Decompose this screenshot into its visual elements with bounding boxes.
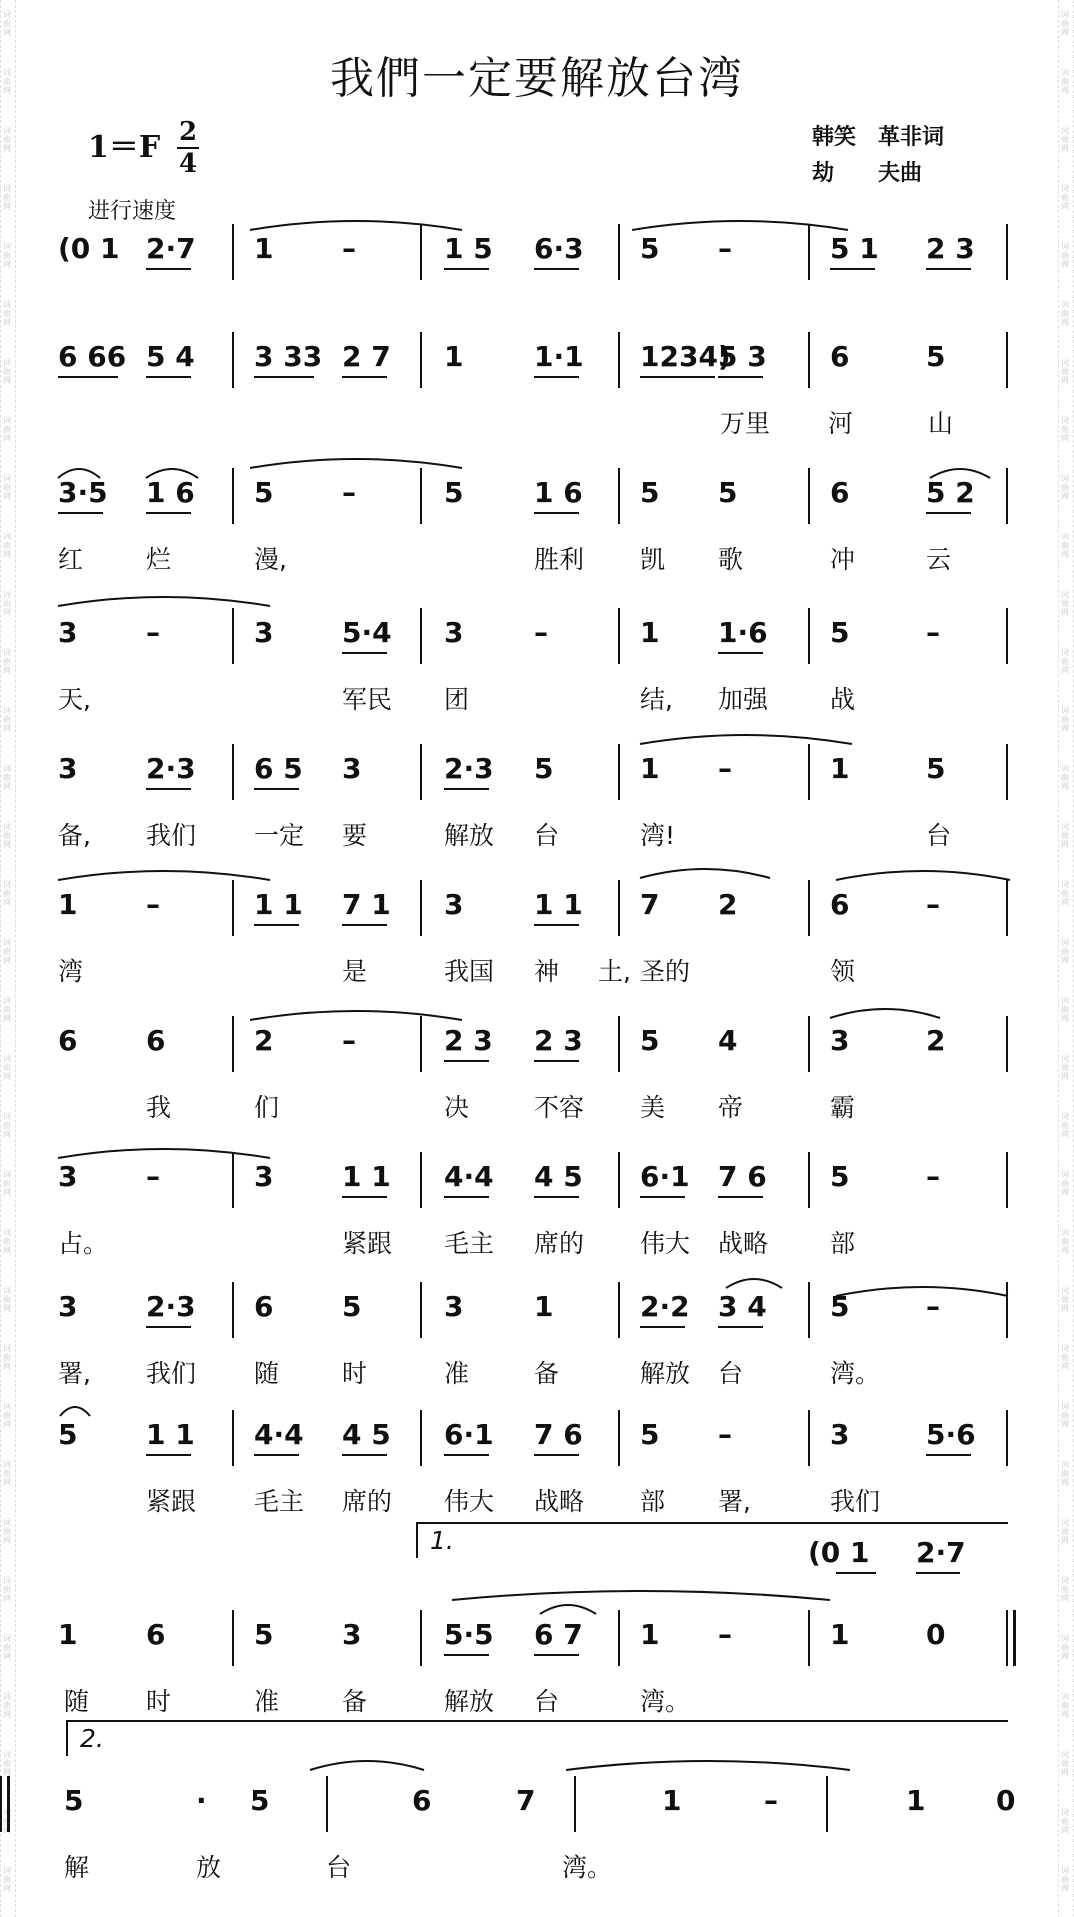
watermark-text: 词 曲 网	[3, 1170, 11, 1197]
note: 2·3	[146, 752, 196, 785]
lyric-syllable: 占。	[58, 1229, 109, 1258]
note: 4 5	[534, 1160, 583, 1193]
note: 5 4	[146, 340, 195, 373]
watermark-text: 词 曲 网	[3, 648, 11, 675]
key-signature: 1＝F	[88, 130, 161, 165]
watermark-text: 词 曲 网	[3, 1866, 11, 1893]
note: 1 1	[534, 888, 583, 921]
note: 5·4	[342, 616, 392, 649]
lyric-syllable: 我们	[146, 821, 197, 850]
slur	[640, 735, 852, 744]
watermark-text: 词 曲 网	[1061, 938, 1069, 965]
note: 1·6	[718, 616, 768, 649]
lyric-syllable: 决	[444, 1093, 470, 1122]
slur	[540, 1605, 596, 1614]
note: 2·3	[146, 1290, 196, 1323]
note: 0	[996, 1784, 1016, 1817]
note: 3 4	[718, 1290, 767, 1323]
slur	[726, 1279, 782, 1288]
meter-bottom: 4	[178, 149, 198, 179]
watermark-text: 词 曲 网	[1061, 1518, 1069, 1545]
lyric-syllable: 台	[534, 1687, 560, 1716]
watermark-text: 词 曲 网	[1061, 1112, 1069, 1139]
slur	[58, 597, 270, 606]
note: 7 1	[342, 888, 391, 921]
note: 6	[412, 1784, 432, 1817]
lyric-syllable: 烂	[146, 545, 172, 574]
watermark-text: 词 曲 网	[3, 358, 11, 385]
note: 2·7	[146, 232, 196, 265]
watermark-text: 词 曲 网	[3, 1692, 11, 1719]
slur	[250, 1011, 462, 1020]
lyric-syllable: 台	[534, 821, 560, 850]
watermark-text: 词 曲 网	[3, 10, 11, 37]
lyric-syllable: 放	[196, 1853, 222, 1882]
watermark-text: 词 曲 网	[1061, 242, 1069, 269]
lyric-syllable: 解	[64, 1853, 90, 1882]
lyric-syllable: 紧跟	[146, 1487, 197, 1516]
slur	[310, 1761, 424, 1770]
watermark-text: 词 曲 网	[3, 822, 11, 849]
lyric-syllable: 部	[640, 1487, 666, 1516]
lyric-syllable: 准	[444, 1359, 470, 1388]
lyric-syllable: 时	[146, 1687, 172, 1716]
note: 2·3	[444, 752, 494, 785]
note: 5·5	[444, 1618, 494, 1651]
volta-number: 2.	[80, 1724, 104, 1753]
lyric-syllable: 胜利	[534, 545, 585, 574]
note: 3	[58, 1160, 78, 1193]
lyric-syllable: 时	[342, 1359, 368, 1388]
lyric-syllable: 台	[326, 1853, 352, 1882]
note: 5	[640, 476, 660, 509]
lyric-syllable: 署,	[718, 1487, 751, 1516]
watermark-text: 词 曲 网	[3, 1286, 11, 1313]
watermark-text: 词 曲 网	[3, 1576, 11, 1603]
lyric-syllable: 云	[926, 545, 952, 574]
note: 1	[640, 752, 660, 785]
note: 6·1	[640, 1160, 690, 1193]
watermark-text: 词 曲 网	[1061, 590, 1069, 617]
lyric-syllable: 天,	[58, 685, 91, 714]
lyric-syllable: 伟大	[640, 1229, 691, 1258]
slur	[836, 871, 1010, 880]
lyric-syllable: 台	[926, 821, 952, 850]
note: 3 33	[254, 340, 323, 373]
note: –	[146, 888, 160, 921]
watermark-text: 词 曲 网	[1061, 1228, 1069, 1255]
lyric-syllable: 加强	[718, 685, 769, 714]
watermark-text: 词 曲 网	[3, 764, 11, 791]
watermark-text: 词 曲 网	[1061, 532, 1069, 559]
watermark-text: 词 曲 网	[1061, 1808, 1069, 1835]
note: 3	[830, 1418, 850, 1451]
lyric-syllable: 圣的	[640, 957, 691, 986]
watermark-text: 词 曲 网	[3, 1344, 11, 1371]
note: 4	[718, 1024, 738, 1057]
note: –	[926, 1290, 940, 1323]
note: 4·4	[254, 1418, 304, 1451]
lyric-syllable: 漫,	[254, 545, 287, 574]
watermark-text: 词 曲 网	[1061, 822, 1069, 849]
slur	[930, 469, 990, 478]
lyric-syllable: 要	[342, 821, 368, 850]
note: –	[764, 1784, 778, 1817]
watermark-text: 词 曲 网	[1061, 126, 1069, 153]
note: 6 66	[58, 340, 127, 373]
watermark-text: 词 曲 网	[3, 1808, 11, 1835]
note: 1	[906, 1784, 926, 1817]
note: 2 3	[444, 1024, 493, 1057]
note: –	[718, 1418, 732, 1451]
lyric-syllable: 随	[64, 1687, 90, 1716]
lyric-syllable: 解放	[640, 1359, 691, 1388]
note: 3	[342, 752, 362, 785]
watermark-text: 词 曲 网	[1061, 764, 1069, 791]
note: 6	[146, 1618, 166, 1651]
note: 1 6	[146, 476, 195, 509]
note: 5	[640, 1024, 660, 1057]
note: 1	[662, 1784, 682, 1817]
watermark-text: 词 曲 网	[3, 1054, 11, 1081]
slur	[58, 469, 100, 478]
lyric-syllable: 解放	[444, 1687, 495, 1716]
watermark-text: 词 曲 网	[3, 1112, 11, 1139]
slur	[830, 1009, 940, 1018]
watermark-text: 词 曲 网	[3, 300, 11, 327]
note: 1 5	[444, 232, 493, 265]
note: 5	[254, 476, 274, 509]
note: 1 6	[534, 476, 583, 509]
watermark-text: 词 曲 网	[1061, 648, 1069, 675]
watermark-text: 词 曲 网	[1061, 1344, 1069, 1371]
note: 6·1	[444, 1418, 494, 1451]
note: 1 1	[146, 1418, 195, 1451]
note: 2 7	[342, 340, 391, 373]
lyric-syllable: 台	[718, 1359, 744, 1388]
slur	[146, 469, 198, 478]
note: 4 5	[342, 1418, 391, 1451]
watermark-text: 词 曲 网	[1061, 880, 1069, 907]
note: 1	[254, 232, 274, 265]
note: 6	[254, 1290, 274, 1323]
note: 5	[640, 232, 660, 265]
composer-credit: 劫 夫曲	[812, 161, 923, 186]
note: –	[926, 888, 940, 921]
note: 6 5	[254, 752, 303, 785]
lyric-syllable: 湾!	[640, 821, 676, 850]
note: 5	[444, 476, 464, 509]
note: 1	[640, 616, 660, 649]
note: 5	[830, 1160, 850, 1193]
note: 7	[516, 1784, 536, 1817]
watermark-text: 词 曲 网	[3, 474, 11, 501]
note: –	[342, 232, 356, 265]
note: 5	[64, 1784, 84, 1817]
note: 3	[444, 888, 464, 921]
note: 3	[58, 616, 78, 649]
note: 2 3	[926, 232, 975, 265]
watermark-text: 词 曲 网	[1061, 1402, 1069, 1429]
note: 5	[254, 1618, 274, 1651]
lyric-syllable: 冲	[830, 545, 856, 574]
watermark-text: 词 曲 网	[1061, 300, 1069, 327]
lyric-syllable: 歌	[718, 545, 744, 574]
note: 5	[926, 340, 946, 373]
lyric-syllable: 备,	[58, 821, 91, 850]
lyric-syllable: 结,	[640, 685, 673, 714]
lyric-syllable: 战略	[718, 1229, 769, 1258]
note: 5·6	[926, 1418, 976, 1451]
note: 5 2	[926, 476, 975, 509]
note: –	[718, 232, 732, 265]
watermark-text: 词 曲 网	[3, 1460, 11, 1487]
slur	[640, 869, 770, 878]
note: 3	[254, 1160, 274, 1193]
lyric-syllable: 解放	[444, 821, 495, 850]
lyric-syllable: 我们	[146, 1359, 197, 1388]
meter-top: 2	[178, 117, 198, 147]
note: 6	[58, 1024, 78, 1057]
note: 2 3	[534, 1024, 583, 1057]
note: 1·1	[534, 340, 584, 373]
slur	[250, 221, 462, 230]
lyric-syllable: 山	[928, 409, 954, 438]
note: (0 1	[58, 232, 120, 265]
lyric-syllable: 伟大	[444, 1487, 495, 1516]
song-title: 我們一定要解放台湾	[330, 53, 744, 104]
note: 7 6	[718, 1160, 767, 1193]
lyric-syllable: 不容	[534, 1093, 585, 1122]
lyric-syllable: 紧跟	[342, 1229, 393, 1258]
lyric-syllable: 帝	[718, 1093, 744, 1122]
note: 5	[640, 1418, 660, 1451]
note: 5	[830, 1290, 850, 1323]
note: 5	[926, 752, 946, 785]
watermark-text: 词 曲 网	[1061, 474, 1069, 501]
note: 1	[534, 1290, 554, 1323]
watermark-text: 词 曲 网	[3, 1634, 11, 1661]
lyric-syllable: 署,	[58, 1359, 91, 1388]
watermark-text: 词 曲 网	[3, 242, 11, 269]
note: 5	[534, 752, 554, 785]
note: –	[926, 1160, 940, 1193]
lyric-syllable: 红	[58, 545, 84, 574]
note: 0	[926, 1618, 946, 1651]
note: 3·5	[58, 476, 108, 509]
note: 3	[342, 1618, 362, 1651]
slur	[452, 1591, 830, 1600]
note: –	[718, 1618, 732, 1651]
watermark-text: 词 曲 网	[3, 996, 11, 1023]
note: 2	[926, 1024, 946, 1057]
note: 1	[444, 340, 464, 373]
lyric-syllable: 团	[444, 685, 470, 714]
note: 1 1	[254, 888, 303, 921]
note: 3	[58, 752, 78, 785]
lyric-syllable: 湾。	[830, 1359, 881, 1388]
watermark-text: 词 曲 网	[1061, 1750, 1069, 1777]
watermark-text: 词 曲 网	[1061, 1692, 1069, 1719]
note: 6·3	[534, 232, 584, 265]
watermark-text: 词 曲 网	[3, 416, 11, 443]
watermark-text: 词 曲 网	[3, 532, 11, 559]
watermark-text: 词 曲 网	[1061, 358, 1069, 385]
watermark-text: 词 曲 网	[3, 68, 11, 95]
slur	[60, 1407, 90, 1416]
note: 7	[640, 888, 660, 921]
slur	[58, 1149, 270, 1158]
note: 6	[146, 1024, 166, 1057]
lyric-syllable: 战略	[534, 1487, 585, 1516]
lyric-syllable: 席的	[342, 1487, 393, 1516]
note: –	[926, 616, 940, 649]
watermark-text: 词 曲 网	[3, 880, 11, 907]
slur	[250, 459, 462, 468]
watermark-text: 词 曲 网	[1061, 1866, 1069, 1893]
lyric-syllable: 霸	[830, 1093, 856, 1122]
note: 1	[830, 1618, 850, 1651]
note: 5 3	[718, 340, 767, 373]
lyric-syllable: 随	[254, 1359, 280, 1388]
lyric-syllable: 我们	[830, 1487, 881, 1516]
note: –	[146, 616, 160, 649]
note: 7 6	[534, 1418, 583, 1451]
note: 6	[830, 340, 850, 373]
watermark-text: 词 曲 网	[3, 1518, 11, 1545]
slur	[632, 221, 848, 230]
lyric-syllable: 们	[254, 1093, 280, 1122]
lyric-syllable: 湾。	[562, 1853, 613, 1882]
slur	[58, 871, 270, 880]
watermark-text: 词 曲 网	[1061, 68, 1069, 95]
watermark-text: 词 曲 网	[3, 1750, 11, 1777]
watermark-text: 词 曲 网	[1061, 10, 1069, 37]
note: 6	[830, 476, 850, 509]
note: 2	[254, 1024, 274, 1057]
lyric-syllable: 是	[342, 957, 368, 986]
note: 1 1	[342, 1160, 391, 1193]
note: 5	[58, 1418, 78, 1451]
lyric-syllable: 备	[342, 1687, 368, 1716]
note: 2·7	[916, 1536, 966, 1569]
note: 1	[58, 1618, 78, 1651]
watermark-text: 词 曲 网	[1061, 1460, 1069, 1487]
note: 1	[640, 1618, 660, 1651]
watermark-text: 词 曲 网	[1061, 1170, 1069, 1197]
lyric-syllable: 战	[830, 685, 856, 714]
note: 5	[250, 1784, 270, 1817]
lyric-syllable: 毛主	[254, 1487, 305, 1516]
lyric-syllable: 毛主	[444, 1229, 495, 1258]
lyric-syllable: 凯	[640, 545, 666, 574]
watermark-text: 词 曲 网	[1061, 416, 1069, 443]
watermark-text: 词 曲 网	[1061, 1634, 1069, 1661]
note: 5 1	[830, 232, 879, 265]
watermark-text: 词 曲 网	[3, 1228, 11, 1255]
note: –	[342, 1024, 356, 1057]
note: 6	[830, 888, 850, 921]
note: 3	[254, 616, 274, 649]
lyric-syllable: 备	[534, 1359, 560, 1388]
note: –	[718, 752, 732, 785]
note: 1234)	[640, 340, 731, 373]
watermark-text: 词 曲 网	[3, 590, 11, 617]
watermark-text: 词 曲 网	[3, 1402, 11, 1429]
lyric-syllable: 神	[534, 957, 560, 986]
lyricist-credit: 韩笑 革非词	[812, 125, 945, 150]
watermark-text: 词 曲 网	[1061, 706, 1069, 733]
volta-number: 1.	[430, 1526, 454, 1555]
watermark-text: 词 曲 网	[1061, 1054, 1069, 1081]
lyric-syllable: 湾	[58, 957, 84, 986]
watermark-text: 词 曲 网	[3, 126, 11, 153]
lyric-syllable: 一定	[254, 821, 305, 850]
note: ·	[196, 1784, 207, 1817]
note: –	[146, 1160, 160, 1193]
lyric-syllable: 我	[146, 1093, 172, 1122]
watermark-text: 词 曲 网	[3, 706, 11, 733]
lyric-syllable: 河	[828, 409, 854, 438]
tempo-marking: 进行速度	[88, 199, 177, 224]
watermark-text: 词 曲 网	[1061, 1576, 1069, 1603]
lyric-syllable: 美	[640, 1093, 666, 1122]
lyric-syllable: 我国	[444, 957, 495, 986]
note: 3	[58, 1290, 78, 1323]
watermark-text: 词 曲 网	[1061, 1286, 1069, 1313]
watermark-text: 词 曲 网	[1061, 996, 1069, 1023]
note: –	[534, 616, 548, 649]
lyric-syllable: 湾。	[640, 1687, 691, 1716]
note: –	[342, 476, 356, 509]
slur	[566, 1761, 850, 1770]
note: 1	[58, 888, 78, 921]
note: (0 1	[808, 1536, 870, 1569]
note: 2·2	[640, 1290, 690, 1323]
note: 2	[718, 888, 738, 921]
note: 3	[444, 1290, 464, 1323]
note: 5	[830, 616, 850, 649]
watermark-text: 词 曲 网	[1061, 184, 1069, 211]
watermark-text: 词 曲 网	[3, 184, 11, 211]
lyric-syllable: 部	[830, 1229, 856, 1258]
lyric-syllable: 军民	[342, 685, 393, 714]
lyric-syllable: 领	[830, 957, 856, 986]
note: 1	[830, 752, 850, 785]
lyric-syllable: 准	[254, 1687, 280, 1716]
note: 6 7	[534, 1618, 583, 1651]
lyric-syllable: 席的	[534, 1229, 585, 1258]
note: 3	[830, 1024, 850, 1057]
watermark-text: 词 曲 网	[3, 938, 11, 965]
lyric-syllable: 土,	[598, 957, 631, 986]
note: 5	[718, 476, 738, 509]
note: 3	[444, 616, 464, 649]
lyric-syllable: 万里	[720, 409, 771, 438]
slur	[836, 1287, 1008, 1296]
note: 5	[342, 1290, 362, 1323]
note: 4·4	[444, 1160, 494, 1193]
